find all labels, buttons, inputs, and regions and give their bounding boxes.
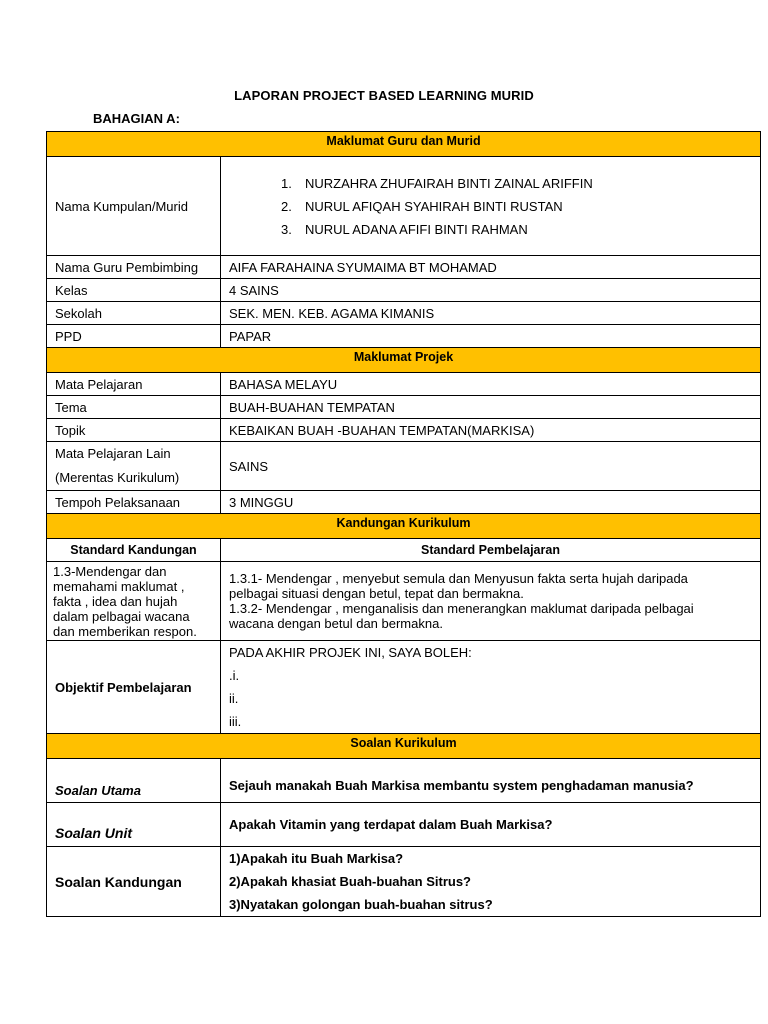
member-name: NURUL AFIQAH SYAHIRAH BINTI RUSTAN: [305, 198, 563, 214]
table-row: [47, 847, 761, 917]
text-line: iii.: [229, 714, 242, 729]
heading-maklumat-projek: Maklumat Projek: [47, 348, 761, 373]
label-guru-pembimbing: Nama Guru Pembimbing: [47, 256, 221, 279]
band-row: [47, 514, 761, 539]
member-name: NURZAHRA ZHUFAIRAH BINTI ZAINAL ARIFFIN: [305, 175, 593, 191]
text-line: memahami maklumat ,: [53, 578, 185, 594]
label-soalan-utama: Soalan Utama: [47, 759, 221, 803]
section-label: BAHAGIAN A:: [93, 111, 180, 126]
table-row: [47, 539, 761, 562]
label-line: (Merentas Kurikulum): [55, 470, 180, 485]
text-line: wacana dengan betul dan bermakna.: [229, 616, 443, 631]
objektif-cell: [221, 641, 761, 734]
table-row: [47, 419, 761, 442]
label-tema: Tema: [47, 396, 221, 419]
label-line: Mata Pelajaran Lain: [55, 446, 171, 461]
value-soalan-utama: Sejauh manakah Buah Markisa membantu system penghadaman manusia?: [221, 759, 761, 803]
table-row: [47, 373, 761, 396]
label-mata-pelajaran: Mata Pelajaran: [47, 373, 221, 396]
label-merentas: [47, 442, 221, 491]
value-merentas: SAINS: [221, 442, 761, 491]
table-row: [47, 442, 761, 491]
table-row: [47, 759, 761, 803]
standard-pembelajaran-cell: [221, 562, 761, 641]
standard-kandungan-cell: [47, 562, 221, 641]
label-objektif: Objektif Pembelajaran: [47, 641, 221, 734]
label-topik: Topik: [47, 419, 221, 442]
member-number: 3.: [281, 221, 292, 237]
table-row: [47, 641, 761, 734]
value-soalan-unit: Apakah Vitamin yang terdapat dalam Buah Markisa?: [221, 803, 761, 847]
text-line: 1.3.1- Mendengar , menyebut semula dan Menyusun fakta serta hujah daripada: [229, 571, 688, 586]
value-mata-pelajaran: BAHASA MELAYU: [221, 373, 761, 396]
text-line: pelbagai situasi dengan betul, tepat dan bermakna.: [229, 586, 524, 601]
text-line: dan memberikan respon.: [53, 623, 197, 639]
list-item: [247, 218, 752, 241]
document-title: LAPORAN PROJECT BASED LEARNING MURID: [234, 88, 534, 103]
label-soalan-kandungan: Soalan Kandungan: [47, 847, 221, 917]
table-row: [47, 396, 761, 419]
list-item: [247, 172, 752, 195]
table-row: [47, 803, 761, 847]
text-line: fakta , idea dan hujah: [53, 593, 178, 609]
text-line: PADA AKHIR PROJEK INI, SAYA BOLEH:: [229, 645, 472, 660]
table-row: [47, 562, 761, 641]
label-tempoh: Tempoh Pelaksanaan: [47, 491, 221, 514]
table-row: [47, 325, 761, 348]
list-item: 3)Nyatakan golongan buah-buahan sitrus?: [229, 897, 493, 912]
text-line: .i.: [229, 668, 240, 683]
project-report-table: [46, 131, 761, 917]
value-tempoh: 3 MINGGU: [221, 491, 761, 514]
value-kelas: 4 SAINS: [221, 279, 761, 302]
label-soalan-unit: Soalan Unit: [47, 803, 221, 847]
text-line: dalam pelbagai wacana: [53, 608, 190, 624]
label-sekolah: Sekolah: [47, 302, 221, 325]
table-row: [47, 256, 761, 279]
heading-soalan-kurikulum: Soalan Kurikulum: [47, 734, 761, 759]
text-line: ii.: [229, 691, 239, 706]
value-tema: BUAH-BUAHAN TEMPATAN: [221, 396, 761, 419]
member-number: 2.: [281, 198, 292, 214]
list-item: 1)Apakah itu Buah Markisa?: [229, 851, 404, 866]
value-ppd: PAPAR: [221, 325, 761, 348]
member-number: 1.: [281, 175, 292, 191]
heading-kandungan-kurikulum: Kandungan Kurikulum: [47, 514, 761, 539]
col-header-standard-kandungan: Standard Kandungan: [47, 539, 221, 562]
text-line: 1.3-Mendengar dan: [53, 563, 167, 579]
band-row: [47, 348, 761, 373]
text-line: 1.3.2- Mendengar , menganalisis dan menerangkan maklumat daripada pelbagai: [229, 601, 694, 616]
heading-maklumat-guru-murid: Maklumat Guru dan Murid: [47, 132, 761, 157]
value-sekolah: SEK. MEN. KEB. AGAMA KIMANIS: [221, 302, 761, 325]
list-item: 2)Apakah khasiat Buah-buahan Sitrus?: [229, 874, 471, 889]
members-cell: [221, 157, 761, 256]
table-row: [47, 491, 761, 514]
members-list: [229, 172, 752, 241]
table-row: [47, 279, 761, 302]
col-header-standard-pembelajaran: Standard Pembelajaran: [221, 539, 761, 562]
band-row: [47, 734, 761, 759]
table-row: [47, 157, 761, 256]
label-kelas: Kelas: [47, 279, 221, 302]
label-nama-kumpulan: Nama Kumpulan/Murid: [47, 157, 221, 256]
table-row: [47, 302, 761, 325]
value-topik: KEBAIKAN BUAH -BUAHAN TEMPATAN(MARKISA): [221, 419, 761, 442]
value-guru-pembimbing: AIFA FARAHAINA SYUMAIMA BT MOHAMAD: [221, 256, 761, 279]
label-ppd: PPD: [47, 325, 221, 348]
member-name: NURUL ADANA AFIFI BINTI RAHMAN: [305, 221, 528, 237]
band-row: [47, 132, 761, 157]
list-item: [247, 195, 752, 218]
soalan-kandungan-cell: [221, 847, 761, 917]
